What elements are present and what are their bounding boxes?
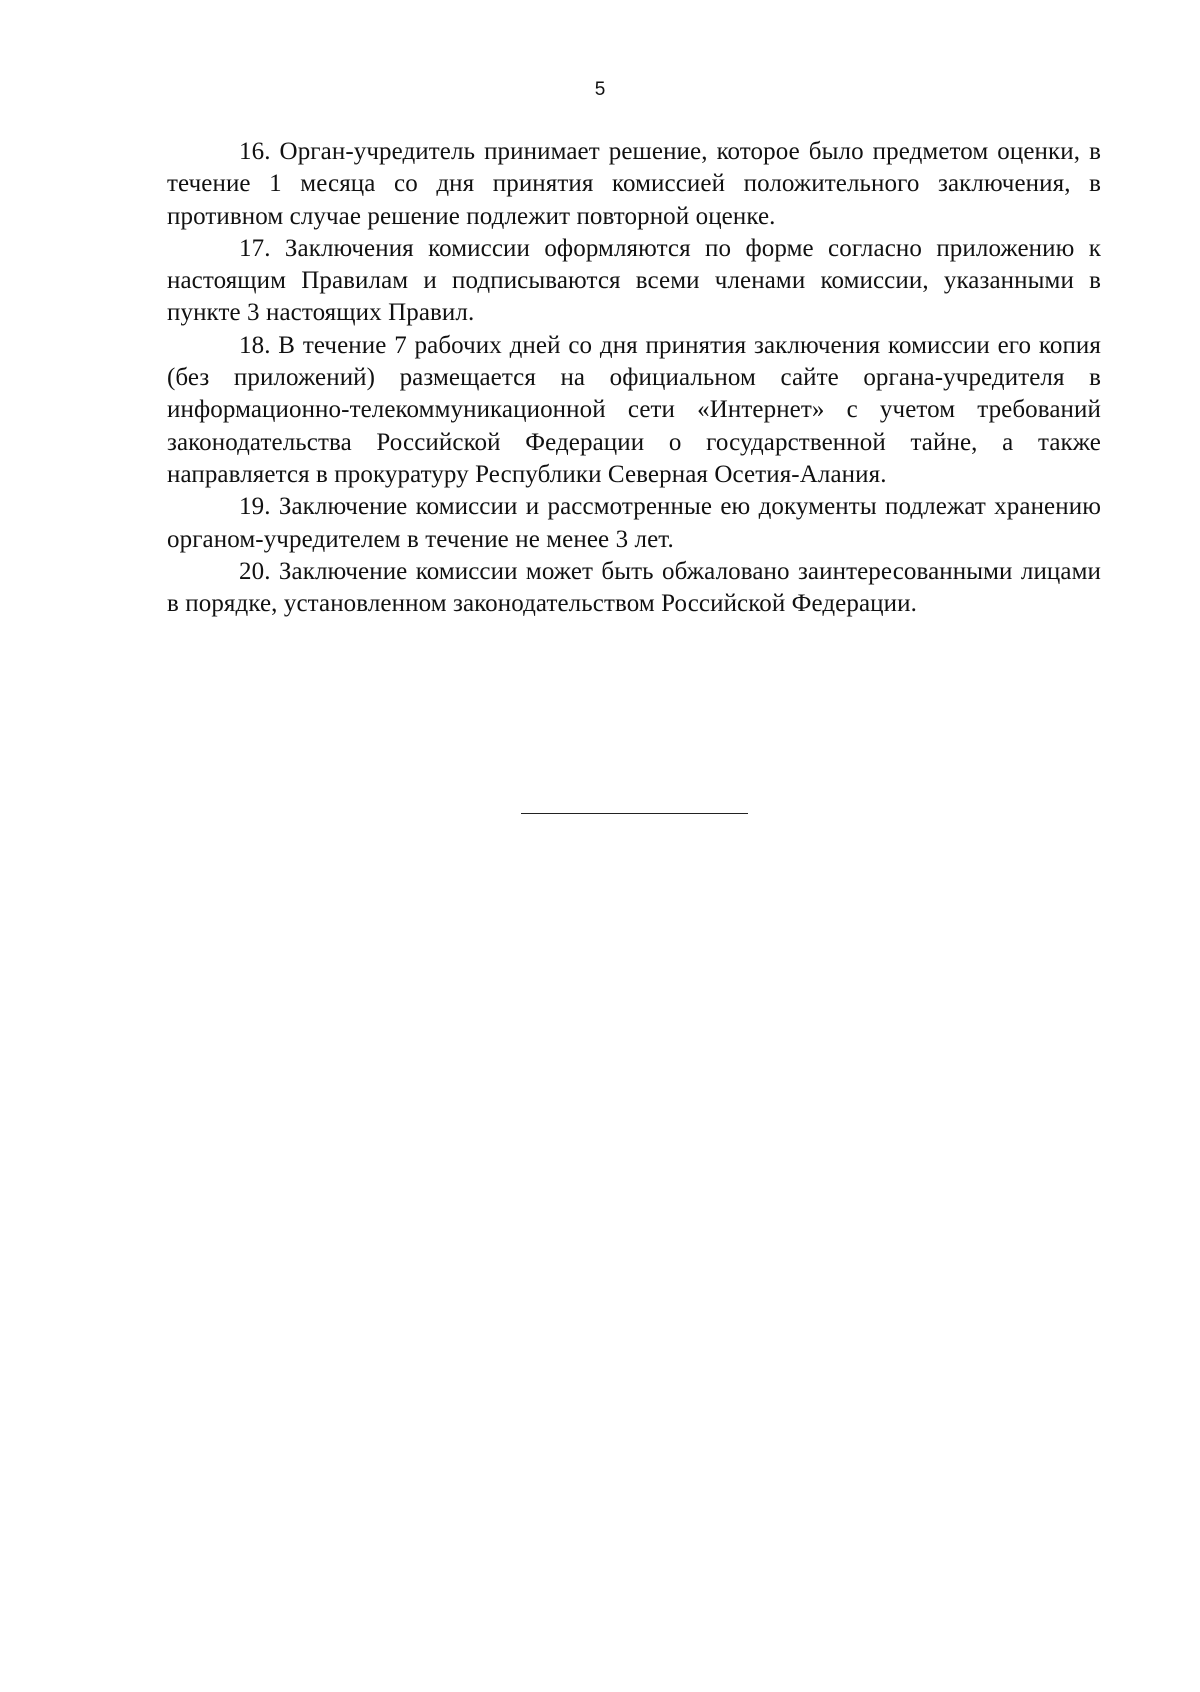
paragraph-17: 17. Заключения комиссии оформляются по форме согласно приложению к настоящим Правилам и подписываются всеми членами комиссии, указанными в пункте 3 настоящих Правил. [167,234,1101,327]
paragraph-16: 16. Орган-учредитель принимает решение, которое было предметом оценки, в течение 1 месяца со дня принятия комиссией положительного заключения, в противном случае решение подлежит повторной оценке. [167,138,1101,230]
paragraph-20: 20. Заключение комиссии может быть обжаловано заинтересованными лицами в порядке, установленном законодательством Российской Федерации. [167,557,1101,618]
end-of-document-line [521,813,748,814]
page-number: 5 [594,79,606,100]
document-body [167,136,1101,620]
paragraph-19: 19. Заключение комиссии и рассмотренные ею документы подлежат хранению органом-учредителем в течение не менее 3 лет. [167,493,1101,553]
paragraph-18: 18. В течение 7 рабочих дней со дня принятия заключения комиссии его копия (без приложений) размещается на официальном сайте органа-учредителя в информационно-телекоммуникационной сети «Интернет» с учетом требований законодательства Российской Федерации о государственной тайне, а также направляется в прокуратуру Республики Северная Осетия-Алания. [167,331,1101,488]
